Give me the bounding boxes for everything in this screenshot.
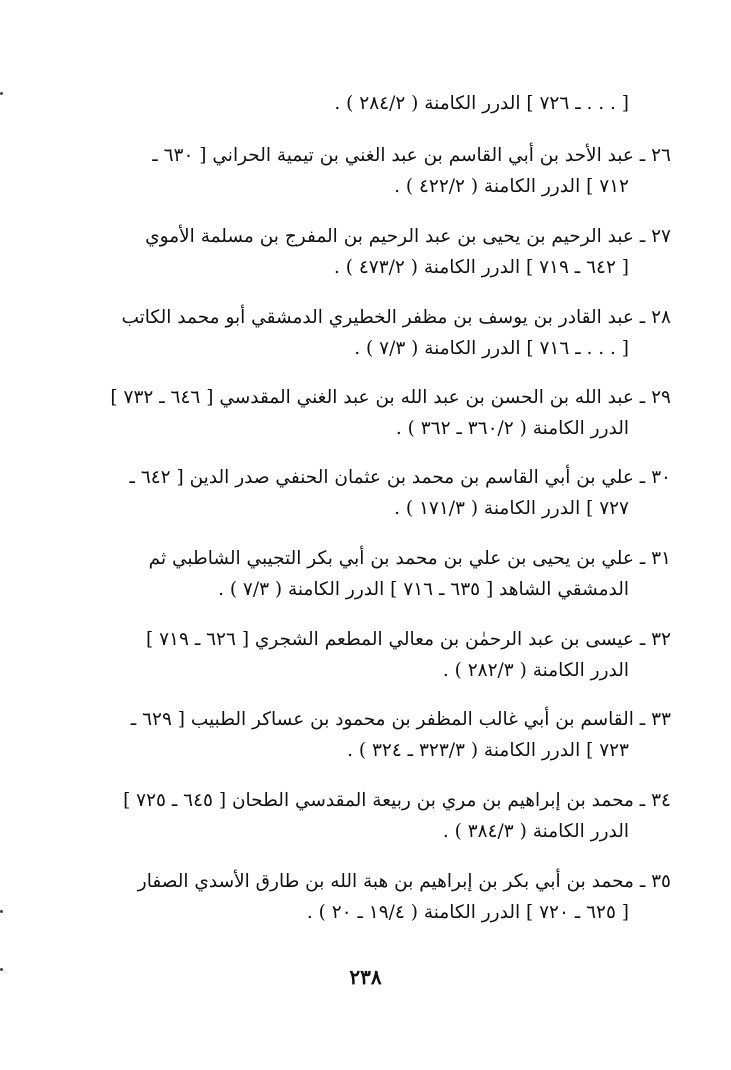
entry-line: ٣٢ ـ عيسى بن عبد الرحمٰن بن معالي المطعم الشجري [ ٦٢٦ ـ ٧١٩ ] [146, 629, 671, 650]
entry-line: ٢٩ ـ عبد الله بن الحسن بن عبد الله بن عبد الغني المقدسي [ ٦٤٦ ـ ٧٣٢ ] [110, 387, 671, 408]
entry-line: ٣٠ ـ علي بن أبي القاسم بن محمد بن عثمان الحنفي صدر الدين [ ٦٤٢ ـ [129, 467, 671, 488]
entry-31 [111, 543, 671, 605]
entry-26 [111, 140, 671, 202]
entry-29 [111, 382, 671, 444]
entry-line: الدمشقي الشاهد [ ٦٣٥ ـ ٧١٦ ] الدرر الكامنة ( ٧/٣ ) . [218, 579, 629, 600]
entry-line: ٢٧ ـ عبد الرحيم بن يحيى بن عبد الرحيم بن المفرج بن مسلمة الأموي [145, 226, 671, 247]
entry-30 [111, 462, 671, 524]
entry-line: ٣١ ـ علي بن يحيى بن علي بن محمد بن أبي بكر التجيبي الشاطبي ثم [148, 548, 671, 569]
entry-line: الدرر الكامنة ( ٣٨٤/٣ ) . [442, 821, 629, 842]
entry-line: [ . . . ـ ٧٢٦ ] الدرر الكامنة ( ٢٨٤/٢ ) . [334, 93, 629, 114]
entry-continuation [111, 88, 671, 119]
entry-line: [ ٦٢٥ ـ ٧٢٠ ] الدرر الكامنة ( ١٩/٤ ـ ٢٠ ) . [306, 902, 629, 923]
entry-line: ٣٤ ـ محمد بن إبراهيم بن مري بن ربيعة المقدسي الطحان [ ٦٤٥ ـ ٧٢٥ ] [123, 790, 671, 811]
entry-line: الدرر الكامنة ( ٢٨٢/٣ ) . [442, 660, 629, 681]
entry-line: [ . . . ـ ٧١٦ ] الدرر الكامنة ( ٧/٣ ) . [354, 338, 629, 359]
entry-line: ٢٦ ـ عبد الأحد بن أبي القاسم بن عبد الغني بن تيمية الحراني [ ٦٣٠ ـ [152, 145, 671, 166]
entry-line: ٢٨ ـ عبد القادر بن يوسف بن مظفر الخطيري الدمشقي أبو محمد الكاتب [121, 307, 671, 328]
scan-edge-mark [0, 92, 3, 95]
entry-34 [111, 785, 671, 847]
entry-line: ٧٢٧ ] الدرر الكامنة ( ١٧١/٣ ) . [394, 498, 629, 519]
entry-line: ٧٢٣ ] الدرر الكامنة ( ٣٢٣/٣ ـ ٣٢٤ ) . [347, 740, 629, 761]
entry-28 [111, 302, 671, 364]
entry-35 [111, 866, 671, 928]
scan-edge-mark [0, 910, 3, 913]
scan-edge-mark [0, 968, 3, 971]
entry-line: [ ٦٤٢ ـ ٧١٩ ] الدرر الكامنة ( ٤٧٣/٢ ) . [334, 257, 629, 278]
entry-line: الدرر الكامنة ( ٣٦٠/٢ ـ ٣٦٢ ) . [395, 418, 629, 439]
entry-line: ٣٥ ـ محمد بن أبي بكر بن إبراهيم بن هبة الله بن طارق الأسدي الصفار [137, 871, 671, 892]
entry-27 [111, 221, 671, 283]
entry-32 [111, 624, 671, 686]
entry-line: ٣٣ ـ القاسم بن أبي غالب المظفر بن محمود بن عساكر الطبيب [ ٦٢٩ ـ [130, 709, 671, 730]
page-number: ٢٣٨ [349, 965, 382, 989]
entry-33 [111, 704, 671, 766]
entry-line: ٧١٢ ] الدرر الكامنة ( ٤٢٢/٢ ) . [394, 176, 629, 197]
